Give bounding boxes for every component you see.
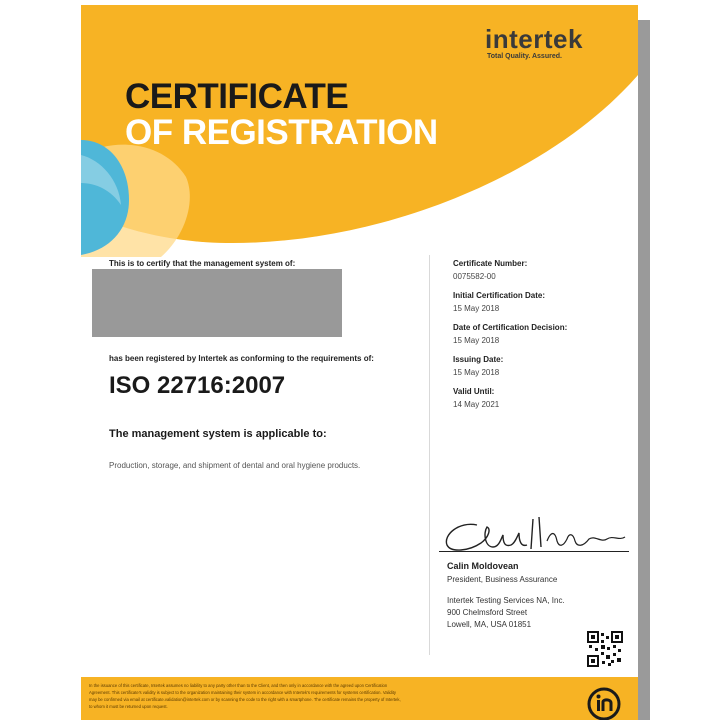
field-label: Issuing Date: — [453, 355, 504, 364]
field-certification-decision-date — [453, 323, 567, 345]
field-label: Initial Certification Date: — [453, 291, 546, 300]
field-valid-until — [453, 387, 499, 409]
field-certificate-number — [453, 259, 527, 281]
field-label: Certificate Number: — [453, 259, 528, 268]
title-line-2: OF REGISTRATION — [125, 113, 438, 152]
scope-text: Production, storage, and shipment of dental and oral hygiene products. — [109, 461, 361, 470]
field-value: 14 May 2021 — [453, 400, 500, 409]
fine-print-line: may be confirmed via email at certificate.validation@intertek.com or by scanning the code to the right with a smartphone. The certificate remains the property of Intertek, — [89, 697, 401, 702]
column-divider — [429, 255, 430, 655]
field-value: 0075582-00 — [453, 272, 496, 281]
certify-text: This is to certify that the management system of: — [109, 259, 296, 268]
registered-text: has been registered by Intertek as conforming to the requirements of: — [109, 354, 374, 363]
intertek-logo — [485, 25, 583, 60]
address-line-2: 900 Chelmsford Street — [447, 608, 528, 617]
certificate — [81, 5, 638, 720]
signer-title: President, Business Assurance — [447, 575, 558, 584]
field-label: Valid Until: — [453, 387, 495, 396]
applicable-heading: The management system is applicable to: — [109, 428, 327, 440]
address-line-1: Intertek Testing Services NA, Inc. — [447, 596, 565, 605]
field-initial-certification-date — [453, 291, 545, 313]
redacted-company-name — [92, 269, 342, 337]
signer-name: Calin Moldovean — [447, 561, 519, 571]
address-line-3: Lowell, MA, USA 01851 — [447, 620, 532, 629]
brand-tagline: Total Quality. Assured. — [487, 53, 562, 60]
fine-print-line: to whom it must be returned upon request. — [89, 704, 168, 709]
qr-code-icon — [587, 631, 623, 667]
field-value: 15 May 2018 — [453, 304, 500, 313]
field-value: 15 May 2018 — [453, 368, 500, 377]
title-line-1: CERTIFICATE — [125, 77, 349, 116]
fine-print-line: Agreement. This certificate's validity is subject to the organization maintaining their system in accordance with Intertek's requirements for systems certification. Validity — [89, 690, 397, 695]
field-label: Date of Certification Decision: — [453, 323, 568, 332]
signature-line — [439, 551, 629, 552]
footer-band — [81, 677, 638, 720]
field-value: 15 May 2018 — [453, 336, 500, 345]
standard-name: ISO 22716:2007 — [109, 372, 286, 399]
field-issuing-date — [453, 355, 503, 377]
fine-print-line: In the issuance of this certificate, Intertek assumes no liability to any party other than to the Client, and then only in accordance with the agreed upon Certification — [89, 683, 388, 688]
intertek-in-logo-icon — [586, 686, 622, 720]
signature-graphic — [439, 513, 634, 555]
brand-name: intertek — [485, 24, 583, 54]
